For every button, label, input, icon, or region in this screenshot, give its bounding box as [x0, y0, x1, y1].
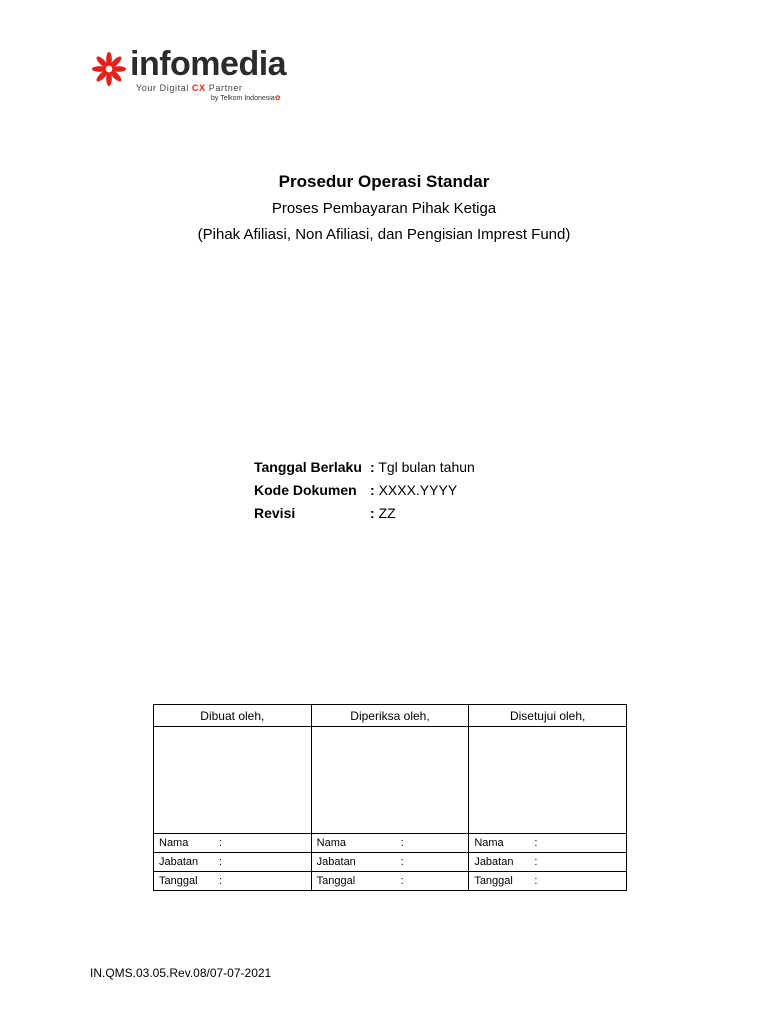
position-cell-reviewed	[311, 853, 469, 872]
info-colon: :	[534, 856, 538, 868]
info-colon: :	[534, 837, 538, 849]
position-label: Jabatan	[159, 856, 199, 868]
logo-byline-company: Telkom Indonesia	[220, 95, 275, 102]
signature-box-approved	[469, 727, 627, 834]
meta-row-doc-code	[254, 479, 475, 502]
name-cell-reviewed	[311, 834, 469, 853]
info-colon: :	[534, 875, 538, 887]
document-title: Prosedur Operasi Standar	[278, 172, 490, 191]
position-cell-approved	[469, 853, 627, 872]
name-label: Nama	[316, 837, 346, 849]
logo-tagline-pre: Your Digital	[136, 83, 192, 93]
document-subtitle-scope: (Pihak Afiliasi, Non Afiliasi, dan Pengisian Imprest Fund)	[197, 226, 571, 243]
logo-byline	[211, 94, 281, 102]
position-cell-prepared	[154, 853, 312, 872]
revision-label: Revisi	[254, 505, 296, 521]
info-colon: :	[219, 837, 223, 849]
meta-row-revision	[254, 502, 475, 525]
approval-table	[153, 704, 627, 891]
logo-tagline-post: Partner	[205, 83, 243, 93]
info-colon: :	[219, 875, 223, 887]
name-row	[154, 834, 627, 853]
name-label: Nama	[474, 837, 504, 849]
meta-colon: :	[370, 482, 375, 498]
document-metadata	[254, 456, 475, 525]
effective-date-value: Tgl bulan tahun	[378, 459, 475, 475]
logo-tagline-cx: CX	[192, 83, 206, 93]
info-colon: :	[219, 856, 223, 868]
date-cell-approved	[469, 872, 627, 891]
doc-code-value: XXXX.YYYY	[378, 482, 458, 498]
header-reviewed-by: Diperiksa oleh,	[311, 705, 469, 727]
meta-colon: :	[370, 505, 375, 521]
logo-tagline	[136, 83, 243, 93]
signature-box-prepared	[154, 727, 312, 834]
company-logo	[90, 44, 300, 106]
meta-row-effective-date	[254, 456, 475, 479]
date-label: Tanggal	[316, 875, 356, 887]
effective-date-label: Tanggal Berlaku	[254, 459, 362, 475]
info-colon: :	[400, 856, 404, 868]
footer-doc-reference: IN.QMS.03.05.Rev.08/07-07-2021	[90, 966, 272, 980]
signature-row	[154, 727, 627, 834]
position-label: Jabatan	[474, 856, 514, 868]
meta-colon: :	[370, 459, 375, 475]
logo-byline-by: by	[211, 95, 221, 102]
position-row	[154, 853, 627, 872]
name-cell-prepared	[154, 834, 312, 853]
signature-box-reviewed	[311, 727, 469, 834]
header-approved-by: Disetujui oleh,	[469, 705, 627, 727]
doc-code-label: Kode Dokumen	[254, 482, 357, 498]
name-cell-approved	[469, 834, 627, 853]
info-colon: :	[400, 837, 404, 849]
position-label: Jabatan	[316, 856, 356, 868]
logo-wordmark: infomedia	[130, 45, 287, 83]
date-row	[154, 872, 627, 891]
telkom-mark-icon: ✿	[274, 95, 281, 102]
info-colon: :	[400, 875, 404, 887]
approval-header-row	[154, 705, 627, 727]
date-cell-prepared	[154, 872, 312, 891]
date-label: Tanggal	[159, 875, 198, 887]
header-prepared-by: Dibuat oleh,	[154, 705, 312, 727]
date-cell-reviewed	[311, 872, 469, 891]
flower-logo-icon	[90, 50, 128, 88]
revision-value: ZZ	[378, 505, 396, 521]
date-label: Tanggal	[474, 875, 513, 887]
document-subtitle: Proses Pembayaran Pihak Ketiga	[271, 200, 497, 217]
name-label: Nama	[159, 837, 189, 849]
